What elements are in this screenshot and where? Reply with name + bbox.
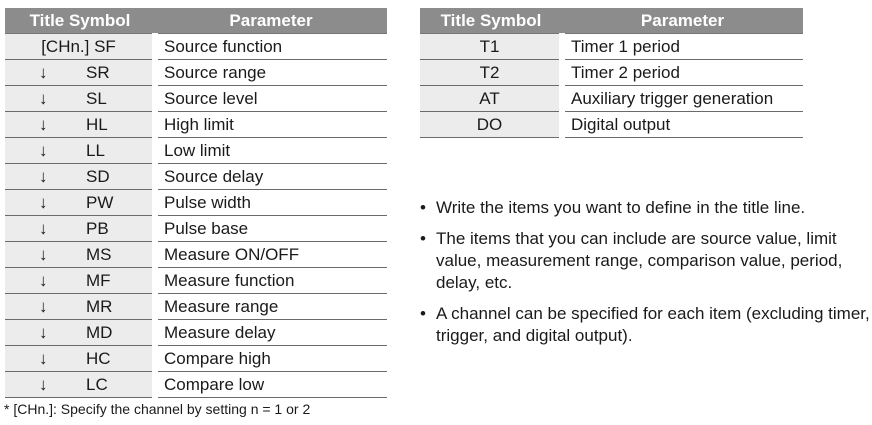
note-text: Write the items you want to define in the title line.: [436, 198, 806, 217]
symbol-wrap: [5, 216, 152, 241]
symbol-cell: [5, 346, 155, 372]
parameter-cell: Measure delay: [155, 320, 387, 346]
down-arrow-icon: ↓: [39, 271, 48, 290]
note-item: [420, 197, 870, 219]
symbol-code: SL: [86, 89, 107, 108]
symbol-code: MD: [86, 323, 113, 342]
table-row: [5, 372, 387, 398]
down-arrow-icon: ↓: [39, 245, 48, 264]
parameter-cell: Compare low: [155, 372, 387, 398]
symbol-wrap: [5, 320, 152, 345]
symbol-code: HL: [86, 115, 108, 134]
parameter-cell: Source range: [155, 60, 387, 86]
symbol-wrap: [5, 294, 152, 319]
symbol-cell: [5, 112, 155, 138]
table-row: [420, 112, 803, 138]
symbol-cell: [5, 190, 155, 216]
symbol-text: [CHn.] SF: [41, 37, 116, 56]
down-arrow-icon: ↓: [39, 193, 48, 212]
symbol-code: LC: [86, 375, 108, 394]
table-row: [5, 164, 387, 190]
symbol-cell: [5, 164, 155, 190]
parameter-cell: Source level: [155, 86, 387, 112]
symbol-cell: DO: [420, 112, 562, 138]
symbol-cell: AT: [420, 86, 562, 112]
note-text: The items that you can include are source value, limit value, measurement range, comparison value, period, delay, etc.: [436, 229, 843, 292]
parameter-cell: Source function: [155, 34, 387, 60]
symbol-wrap: [5, 346, 152, 371]
symbol-wrap: [5, 138, 152, 163]
parameter-cell: Digital output: [562, 112, 803, 138]
parameter-cell: Pulse base: [155, 216, 387, 242]
symbol-cell: [5, 372, 155, 398]
table-row: [5, 86, 387, 112]
down-arrow-icon: ↓: [39, 63, 48, 82]
symbol-wrap: [5, 242, 152, 267]
table-row: [5, 60, 387, 86]
symbol-code: MS: [86, 245, 112, 264]
left-table-body: [5, 34, 387, 398]
symbol-cell: [5, 268, 155, 294]
note-item: [420, 228, 870, 294]
symbol-code: PB: [86, 219, 109, 238]
symbol-code: PW: [86, 193, 114, 212]
header-row: [420, 8, 803, 34]
down-arrow-icon: ↓: [39, 375, 48, 394]
down-arrow-icon: ↓: [39, 349, 48, 368]
down-arrow-icon: ↓: [39, 297, 48, 316]
table-row: [420, 60, 803, 86]
symbol-code: MF: [86, 271, 111, 290]
right-table-body: [420, 34, 803, 138]
symbol-cell: T1: [420, 34, 562, 60]
header-parameter: Parameter: [562, 8, 803, 34]
symbol-cell: T2: [420, 60, 562, 86]
table-row: [5, 294, 387, 320]
symbol-code: SD: [86, 167, 110, 186]
symbol-cell: [5, 320, 155, 346]
symbol-cell: [5, 86, 155, 112]
title-symbol-table-left: [5, 8, 387, 398]
title-symbol-table-right: [420, 8, 803, 138]
bullet-icon: •: [420, 229, 426, 248]
symbol-cell: [5, 294, 155, 320]
header-row: [5, 8, 387, 34]
table-row: [420, 34, 803, 60]
note-text: A channel can be specified for each item (excluding timer, trigger, and digital output).: [436, 304, 870, 345]
table-row: [5, 216, 387, 242]
table-row: [5, 242, 387, 268]
symbol-wrap: [5, 86, 152, 111]
down-arrow-icon: ↓: [39, 115, 48, 134]
parameter-cell: Pulse width: [155, 190, 387, 216]
symbol-cell: [5, 138, 155, 164]
symbol-code: SR: [86, 63, 110, 82]
symbol-wrap: [5, 268, 152, 293]
down-arrow-icon: ↓: [39, 141, 48, 160]
parameter-cell: Timer 1 period: [562, 34, 803, 60]
symbol-code: MR: [86, 297, 113, 316]
symbol-wrap: [5, 164, 152, 189]
down-arrow-icon: ↓: [39, 167, 48, 186]
header-title-symbol: Title Symbol: [420, 8, 562, 34]
bullet-icon: •: [420, 304, 426, 323]
parameter-cell: Source delay: [155, 164, 387, 190]
parameter-cell: Compare high: [155, 346, 387, 372]
parameter-cell: High limit: [155, 112, 387, 138]
down-arrow-icon: ↓: [39, 89, 48, 108]
symbol-code: HC: [86, 349, 111, 368]
symbol-cell: [5, 216, 155, 242]
table-row: [5, 268, 387, 294]
symbol-cell: [5, 34, 155, 60]
table-row: [5, 320, 387, 346]
header-title-symbol: Title Symbol: [5, 8, 155, 34]
table-row: [5, 34, 387, 60]
symbol-cell: [5, 242, 155, 268]
bullet-icon: •: [420, 198, 426, 217]
symbol-cell: [5, 60, 155, 86]
parameter-cell: Low limit: [155, 138, 387, 164]
parameter-cell: Measure function: [155, 268, 387, 294]
symbol-wrap: [5, 190, 152, 215]
parameter-cell: Auxiliary trigger generation: [562, 86, 803, 112]
header-parameter: Parameter: [155, 8, 387, 34]
down-arrow-icon: ↓: [39, 219, 48, 238]
symbol-wrap: [5, 112, 152, 137]
parameter-cell: Timer 2 period: [562, 60, 803, 86]
table-row: [5, 190, 387, 216]
table-row: [5, 112, 387, 138]
symbol-code: LL: [86, 141, 105, 160]
down-arrow-icon: ↓: [39, 323, 48, 342]
table-row: [5, 138, 387, 164]
parameter-cell: Measure range: [155, 294, 387, 320]
parameter-cell: Measure ON/OFF: [155, 242, 387, 268]
symbol-wrap: [5, 60, 152, 85]
footnote: * [CHn.]: Specify the channel by setting n = 1 or 2: [4, 401, 311, 417]
table-row: [5, 346, 387, 372]
note-item: [420, 303, 870, 347]
notes-list: [420, 197, 870, 356]
symbol-wrap: [5, 372, 152, 397]
table-row: [420, 86, 803, 112]
